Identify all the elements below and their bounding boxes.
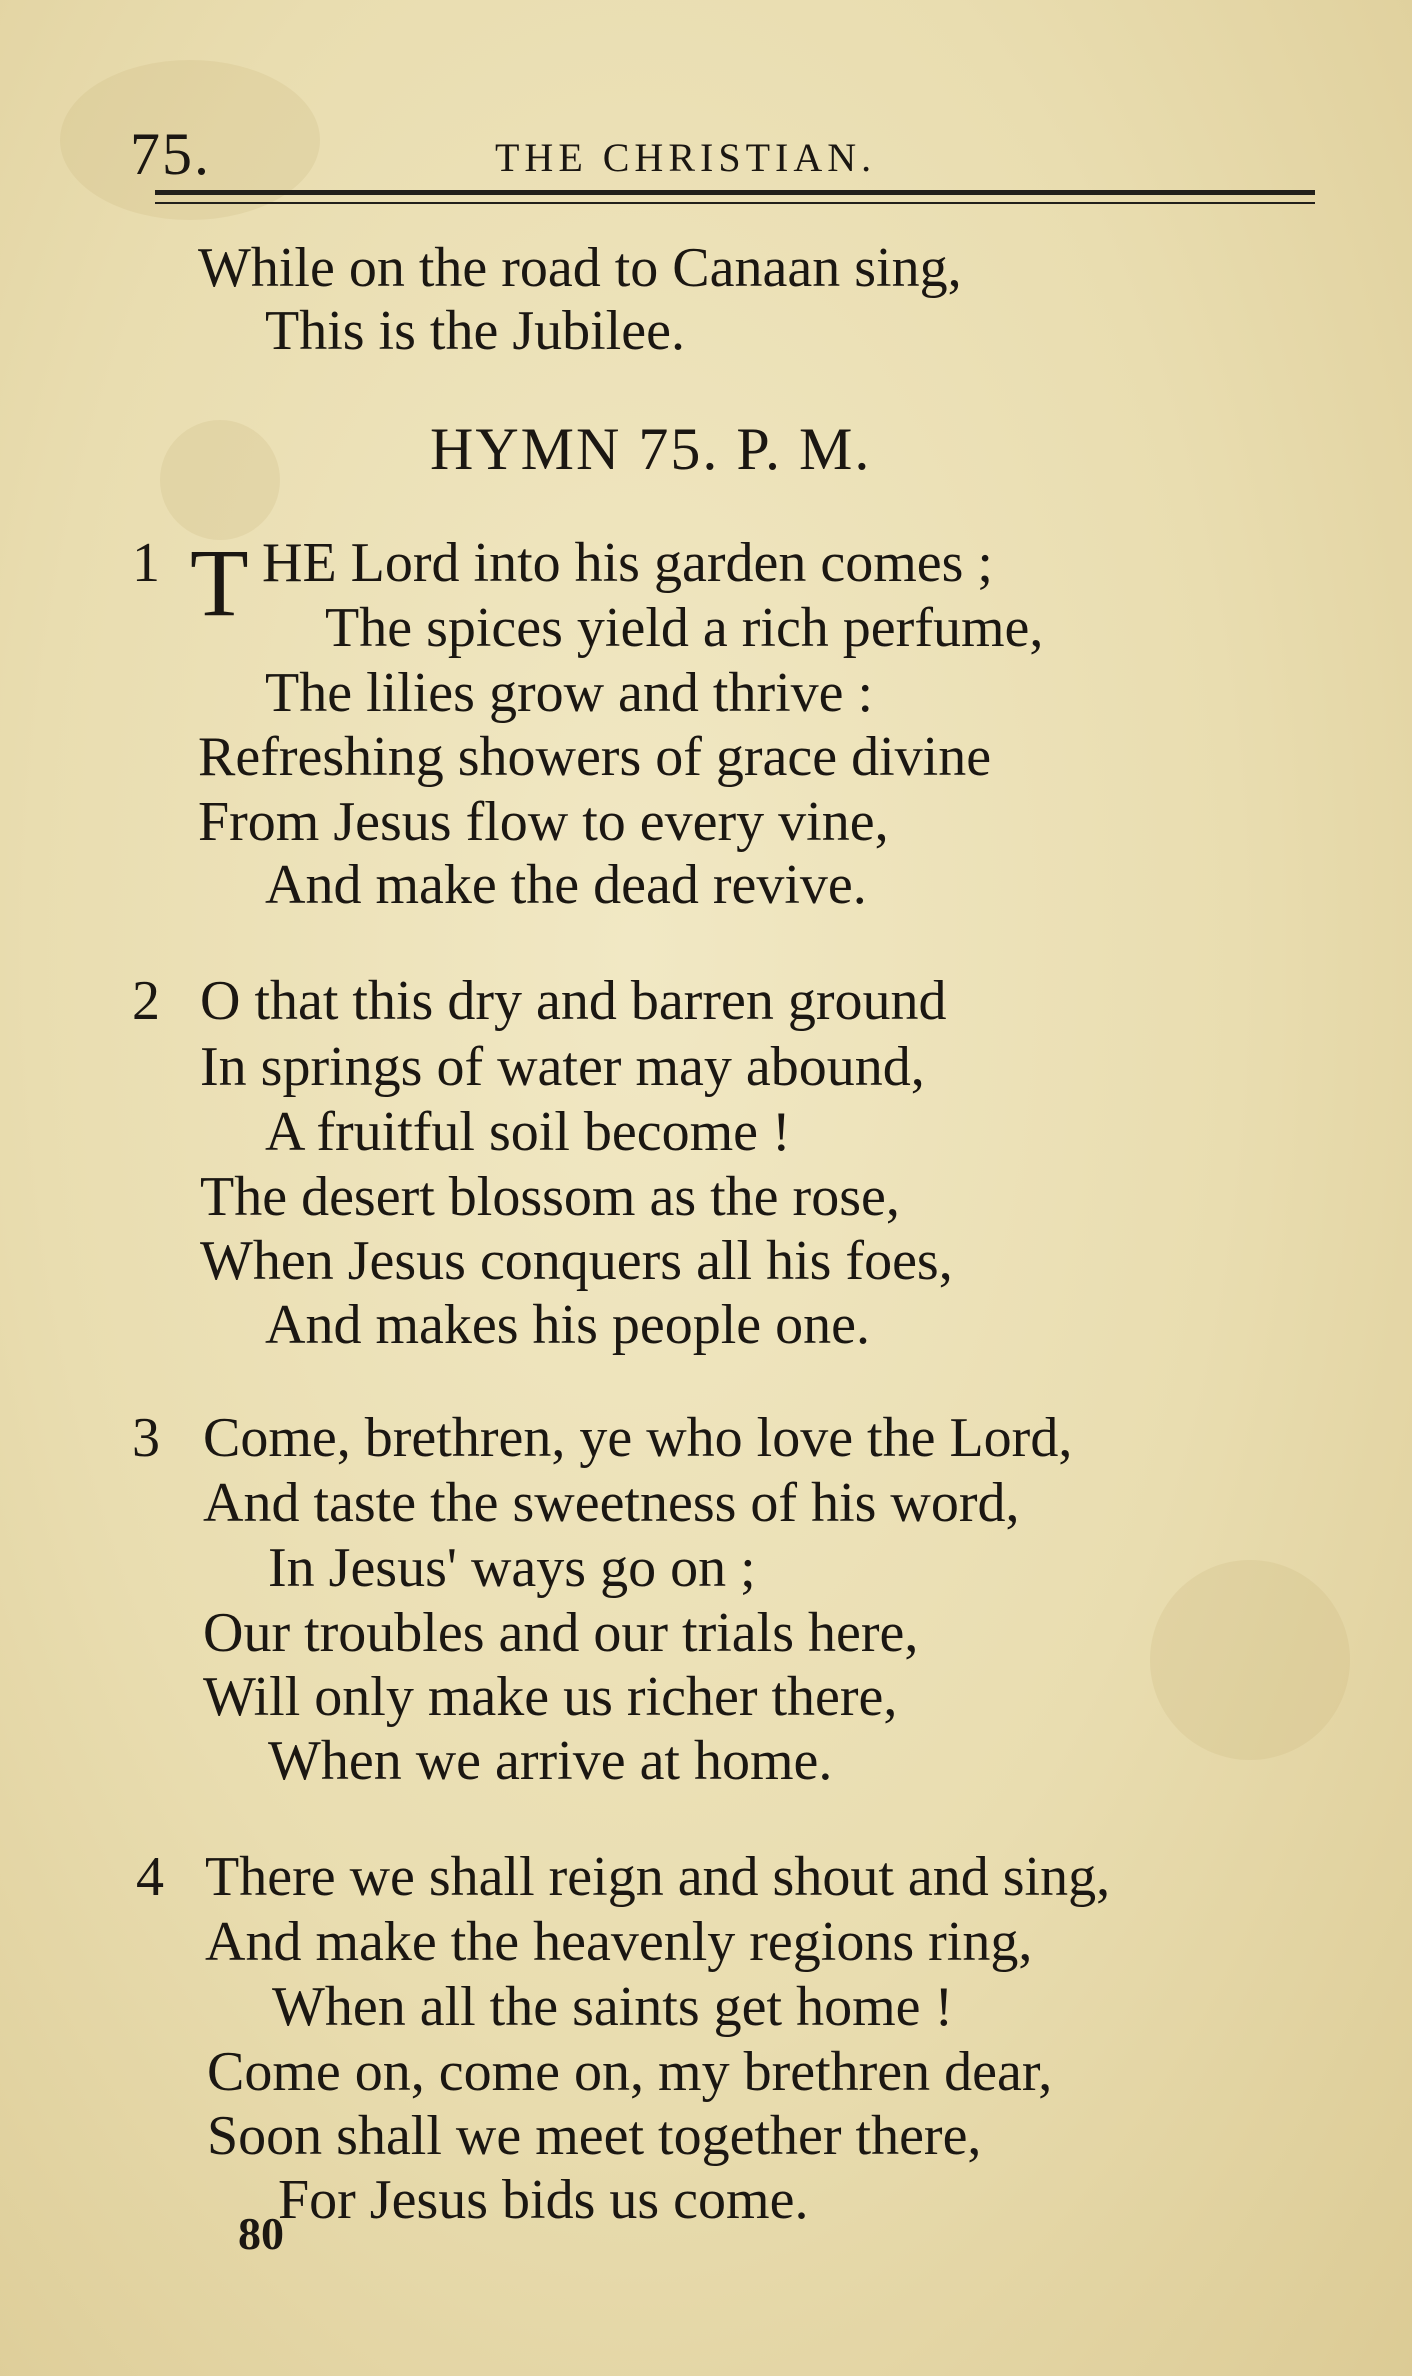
page-header: [130, 120, 1310, 187]
verse-line: Refreshing showers of grace divine: [198, 726, 992, 788]
signature-mark: 80: [238, 2208, 284, 2259]
verse-line: Come on, come on, my brethren dear,: [207, 2041, 1053, 2103]
verse-line: When Jesus conquers all his foes,: [200, 1230, 953, 1292]
verse-line: HE Lord into his garden comes ;: [262, 532, 993, 594]
verse-line: And make the heavenly regions ring,: [205, 1911, 1033, 1973]
verse-number: 1: [132, 532, 160, 594]
verse-number: 3: [132, 1407, 160, 1469]
header-rule-thick: [155, 190, 1315, 195]
verse-line: The spices yield a rich perfume,: [325, 597, 1044, 659]
verse-line: Soon shall we meet together there,: [207, 2105, 982, 2167]
verse-line: When we arrive at home.: [268, 1730, 833, 1792]
verse-line: From Jesus flow to every vine,: [198, 791, 889, 853]
verse-line: In Jesus' ways go on ;: [268, 1537, 756, 1599]
carryover-line: This is the Jubilee.: [265, 300, 685, 362]
verse-line: The lilies grow and thrive :: [265, 662, 874, 724]
drop-cap: T: [190, 529, 249, 636]
verse-line: Our troubles and our trials here,: [203, 1602, 919, 1664]
verse-line: O that this dry and barren ground: [200, 970, 947, 1032]
verse-line: In springs of water may abound,: [200, 1036, 925, 1098]
header-rule-thin: [155, 202, 1315, 204]
hymn-title: HYMN 75. P. M.: [430, 416, 872, 482]
running-title: THE CHRISTIAN.: [495, 135, 877, 180]
carryover-line: While on the road to Canaan sing,: [198, 237, 962, 299]
verse-line: When all the saints get home !: [272, 1976, 954, 2038]
verse-line: The desert blossom as the rose,: [200, 1166, 900, 1228]
verse-line: And taste the sweetness of his word,: [203, 1472, 1020, 1534]
verse-line: For Jesus bids us come.: [278, 2169, 809, 2231]
verse-number: 4: [136, 1846, 164, 1908]
verse-line: And makes his people one.: [265, 1294, 870, 1356]
verse-line: And make the dead revive.: [265, 854, 867, 916]
verse-line: Will only make us richer there,: [203, 1666, 898, 1728]
paper-stain: [160, 420, 280, 540]
verse-number: 2: [132, 970, 160, 1032]
page-number: 75.: [130, 121, 211, 187]
verse-line: There we shall reign and shout and sing,: [205, 1846, 1111, 1908]
verse-line: A fruitful soil become !: [265, 1101, 791, 1163]
paper-stain: [1150, 1560, 1350, 1760]
verse-line: Come, brethren, ye who love the Lord,: [203, 1407, 1073, 1469]
